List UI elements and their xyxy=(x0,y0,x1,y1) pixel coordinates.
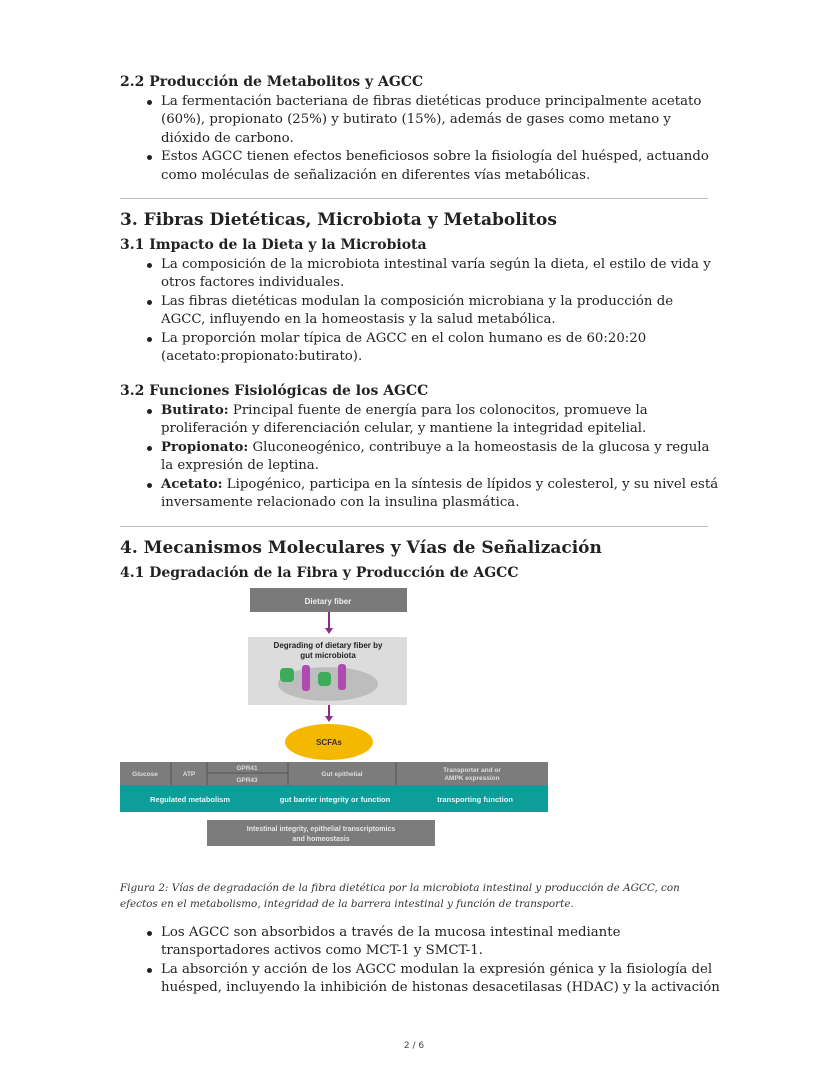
fig-degrading: Degrading of dietary fiber by xyxy=(273,641,383,650)
fig-glucose: Glucose xyxy=(132,771,158,778)
fig-bottom: and homeostasis xyxy=(292,836,350,843)
page-number: 2 / 6 xyxy=(403,1041,425,1051)
arrow-down-icon xyxy=(325,628,333,634)
figure-caption: Figura 2: Vías de degradación de la fibra dietética por la microbiota intestinal y producción de AGCC, con efectos en el metabolismo, integridad de la barrera intestinal y función de transporte. xyxy=(120,882,680,910)
definition: Gluconeogénico, contribuye a la homeostasis de la glucosa y regula la expresión de leptina. xyxy=(161,439,710,474)
fig-bottom: Intestinal integrity, epithelial transcriptomics xyxy=(246,826,396,833)
fig-atp: ATP xyxy=(182,771,196,778)
section-heading: 3. Fibras Dietéticas, Microbiota y Metabolitos xyxy=(120,210,557,230)
section-heading: 3.2 Funciones Fisiológicas de los AGCC xyxy=(120,383,429,399)
section-4-1-list xyxy=(120,922,720,998)
term: Butirato: xyxy=(161,403,229,418)
fig-regulated: Regulated metabolism xyxy=(149,795,231,804)
fig-transporting: transporting function xyxy=(437,795,513,804)
term: Propionato: xyxy=(161,439,249,455)
fig-scfas: SCFAs xyxy=(316,738,342,747)
section-heading: 4. Mecanismos Moleculares y Vías de Señalización xyxy=(120,538,602,558)
arrow-down-icon xyxy=(325,716,333,722)
fig-degrading: gut microbiota xyxy=(300,651,356,660)
definition: Principal fuente de energía para los colonocitos, promueve la proliferación y diferenciación celular, y mantiene la integridad epitelial. xyxy=(161,403,648,437)
term: Acetato: xyxy=(161,476,223,492)
fig-barrier: gut barrier integrity or function xyxy=(279,795,391,804)
fig-transporter: Transporter and or xyxy=(443,767,501,774)
section-heading: 3.1 Impacto de la Dieta y la Microbiota xyxy=(120,237,427,253)
list-item: La composición de la microbiota intestinal varía según la dieta, el estilo de vida y otros factores individuales. xyxy=(161,256,720,293)
fig-gut-epithelial: Gut epithelial xyxy=(321,771,363,778)
section-heading: 2.2 Producción de Metabolitos y AGCC xyxy=(120,74,424,90)
list-item: Estos AGCC tienen efectos beneficiosos sobre la fisiología del huésped, actuando como moléculas de señalización en diferentes vías metabólicas. xyxy=(161,148,720,185)
fig-dietary-fiber: Dietary fiber xyxy=(304,597,352,606)
fig-gpr41: GPR41 xyxy=(236,765,258,772)
list-item: La absorción y acción de los AGCC modulan la expresión génica y la fisiología del huésped, incluyendo la inhibición de histonas desacetilasas (HDAC) y la activación xyxy=(161,961,720,998)
list-item: La fermentación bacteriana de fibras dietéticas produce principalmente acetato (60%), propionato (25%) y butirato (15%), además de gases como metano y dióxido de carbono. xyxy=(161,93,720,148)
list-item: Los AGCC son absorbidos a través de la mucosa intestinal mediante transportadores activos como MCT-1 y SMCT-1. xyxy=(161,924,720,961)
list-item: Las fibras dietéticas modulan la composición microbiana y la producción de AGCC, influyendo en la homeostasis y la salud metabólica. xyxy=(161,293,720,330)
fig-gpr43: GPR43 xyxy=(236,777,258,784)
list-item: La proporción molar típica de AGCC en el colon humano es de 60:20:20 (acetato:propionato:butirato). xyxy=(161,330,720,367)
fig-transporter: AMPK expression xyxy=(444,775,500,782)
definition: Lipogénico, participa en la síntesis de lípidos y colesterol, y su nivel está inversamente relacionado con la insulina plasmática. xyxy=(161,476,719,511)
section-heading: 4.1 Degradación de la Fibra y Producción de AGCC xyxy=(120,565,519,581)
